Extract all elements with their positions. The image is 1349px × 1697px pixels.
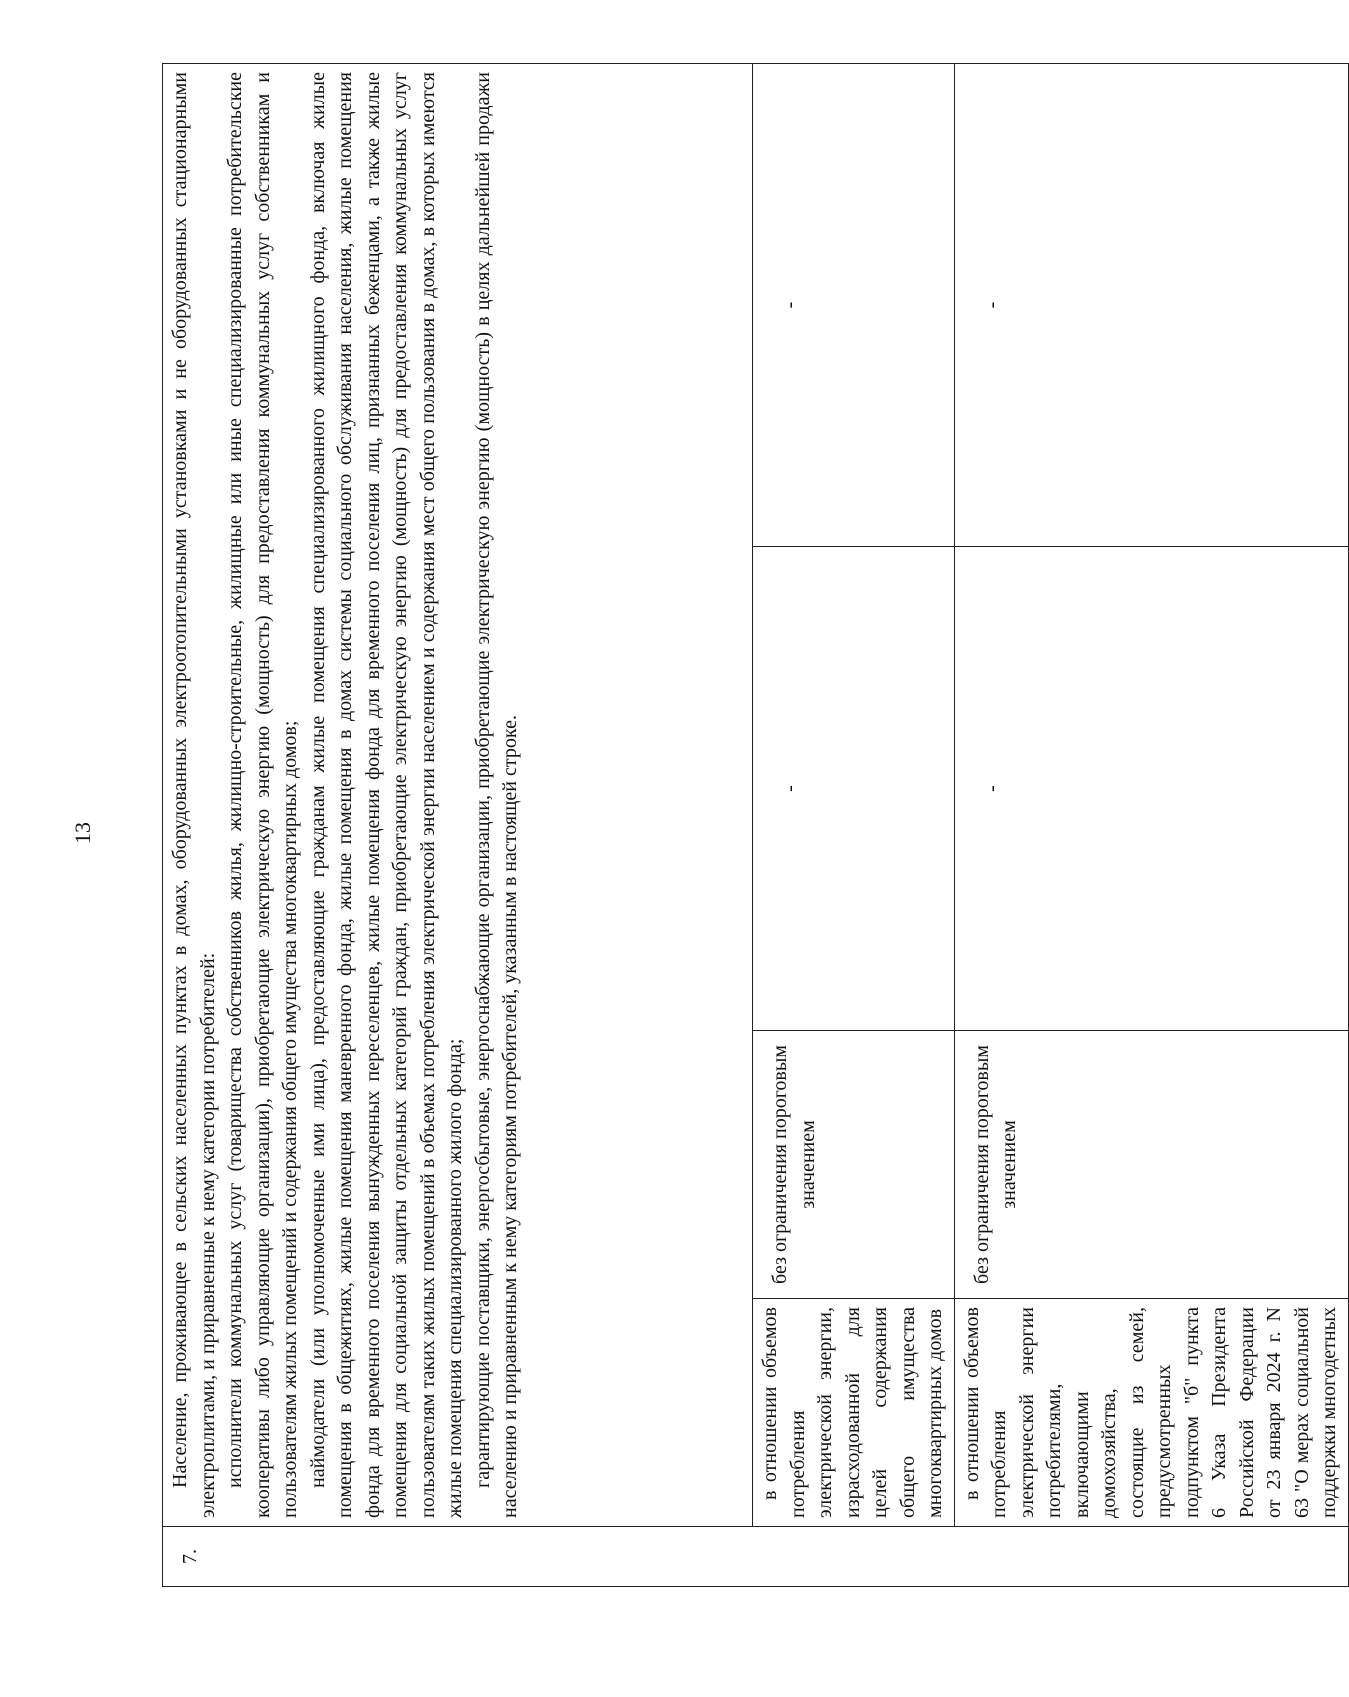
paragraph: Население, проживающее в сельских населенных пунктах в домах, оборудованных электроотопительными установками и не оборудованных стационарными электроплитами, и приравненные к нему категории потребителей:	[169, 71, 219, 1518]
value-cell: -	[954, 547, 1348, 1031]
rotated-table-container	[162, 64, 1340, 1587]
subrow-label	[753, 1299, 955, 1527]
subrow-condition: без ограничения пороговым значением	[753, 1031, 955, 1299]
row-number: 7.	[163, 1527, 1349, 1587]
page-number: 13	[70, 822, 95, 844]
tariff-table	[162, 63, 1349, 1587]
subrow-label	[954, 1299, 1348, 1527]
paragraph: наймодатели (или уполномоченные ими лица), предоставляющие гражданам жилые помещения специализированного жилищного фонда, включая жилые помещения в общежитиях, жилые помещения маневренного фонда, жилые помещения в домах системы социального обслуживания населения, жилые помещения фонда для временного поселения вынужденных переселенцев, жилые помещения фонда для временного поселения лиц, признанных беженцами, а также жилые помещения для социальной защиты отдельных категорий граждан, приобретающие электрическую энергию (мощность) для предоставления коммунальных услуг пользователям таких жилых помещений в объемах потребления электрической энергии населением и содержания мест общего пользования в домах, в которых имеются жилые помещения специализированного жилого фонда;	[306, 71, 466, 1518]
paragraph: гарантирующие поставщики, энергосбытовые, энергоснабжающие организации, приобретающие электрическую энергию (мощность) в целях дальнейшей продажи населению и приравненным к нему категориям потребителей, указанным в настоящей строке.	[471, 71, 521, 1518]
value-cell: -	[954, 63, 1348, 546]
table-row	[163, 63, 753, 1586]
paragraph: исполнители коммунальных услуг (товарищества собственников жилья, жилищно-строительные, жилищные или иные специализированные потребительские кооперативы либо управляющие организации), приобретающие электрическую энергию (мощность) для предоставления коммунальных услуг собственникам и пользователям жилых помещений и содержания общего имущества многоквартирных домов;	[224, 71, 301, 1518]
value-cell: -	[753, 547, 955, 1031]
subrow-label-text: в отношении объемов потребления электрической энергии, израсходованной для целей содержания общего имущества многоквартирных домов	[759, 1307, 946, 1518]
subrow-condition: без ограничения пороговым значением	[954, 1031, 1348, 1299]
consumer-category-text	[163, 63, 753, 1526]
table-row	[753, 63, 955, 1586]
subrow-label-text: в отношении объемов потребления электрической энергии потребителями, включающими домохозяйства, состоящие из семей, предусмотренных подпунктом "б" пункта 6 Указа Президента Российской Федерации от 23 января 2024 г. N 63 "О мерах социальной поддержки многодетных	[960, 1306, 1340, 1518]
table-row	[954, 63, 1348, 1586]
value-cell: -	[753, 63, 955, 546]
landscape-page	[162, 64, 1340, 1587]
